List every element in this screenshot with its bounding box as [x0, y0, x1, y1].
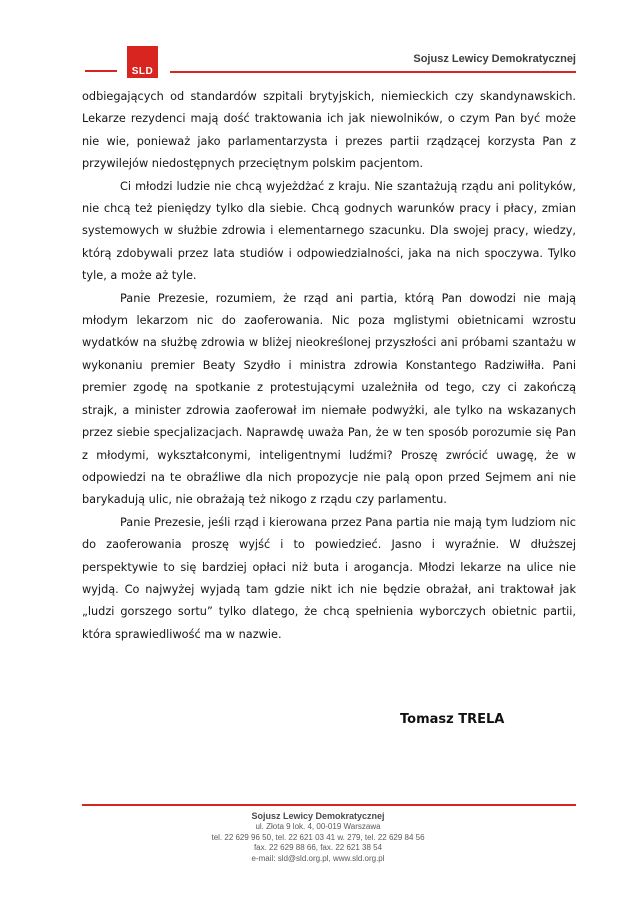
- header-org-name: Sojusz Lewicy Demokratycznej: [413, 53, 576, 65]
- footer-org-name: Sojusz Lewicy Demokratycznej: [251, 811, 385, 821]
- footer-rule: [82, 804, 576, 806]
- letter-body: [82, 86, 576, 646]
- header-rule: [170, 71, 576, 73]
- header-dash-rule: [85, 70, 117, 72]
- paragraph: Ci młodzi ludzie nie chcą wyjeżdżać z kraju. Nie szantażują rządu ani polityków, nie chcą też pieniędzy tylko dla siebie. Chcą godnych warunków pracy i płacy, zmian systemowych w służbie zdrowia i elementarnego szacunku. Dla swojej pracy, wiedzy, którą zdobywali przez lata studiów i odpowiedzialności, jaka na nich spoczywa. Tylko tyle, a może aż tyle.: [82, 179, 576, 283]
- footer: [0, 811, 636, 864]
- footer-address: ul. Złota 9 lok. 4, 00-019 Warszawa: [255, 822, 381, 831]
- paragraph: Panie Prezesie, rozumiem, że rząd ani partia, którą Pan dowodzi nie mają młodym lekarzom nic do zaoferowania. Nic poza mglistymi obietnicami wzrostu wydatków na służbę zdrowia w bliżej nieokreślonej przyszłości ani próbami szantażu w wykonaniu premier Beaty Szydło i ministra zdrowia Konstantego Radziwiłła. Pani premier zgodę na spotkanie z protestującymi uzależniła od tego, czy ci zakończą strajk, a minister zdrowia zaoferował im niemałe podwyżki, ale tylko na wskazanych przez siebie specjalizacjach. Naprawdę uważa Pan, że w ten sposób porozumie się Pan z młodymi, wykształconymi, inteligentnymi ludźmi? Proszę zwrócić uwagę, że w odpowiedzi na te obraźliwe dla nich propozycje nie palą opon przed Sejmem ani nie barykadują ulic, nie obrażają też nikogo z rządu czy parlamentu.: [82, 291, 576, 507]
- footer-email-web: e-mail: sld@sld.org.pl, www.sld.org.pl: [251, 853, 385, 863]
- footer-faxes: fax. 22 629 88 66, fax. 22 621 38 54: [253, 843, 383, 852]
- sld-logo-text: SLD: [131, 66, 154, 77]
- paragraph-continuation: odbiegających od standardów szpitali brytyjskich, niemieckich czy skandynawskich. Lekarze rezydenci mają dość traktowania ich jak niewolników, o czym Pan być może nie wie, ponieważ jako parlamentarzysta i prezes partii rządzącej korzysta Pan z przywilejów niedostępnych przeciętnym polskim pacjentom.: [82, 90, 576, 171]
- footer-phones: tel. 22 629 96 50, tel. 22 621 03 41 w. 279, tel. 22 629 84 56: [211, 832, 425, 842]
- paragraph: Panie Prezesie, jeśli rząd i kierowana przez Pana partia nie mają tym ludziom nic do zaoferowania proszę wyjść i to powiedzieć. Jasno i wyraźnie. W dłuższej perspektywie to się bardziej opłaci niż buta i arogancja. Młodzi lekarze na ulice nie wyjdą. Co najwyżej wyjadą tam gdzie nikt ich nie będzie obrażał, ani traktował jak „ludzi gorszego sortu” tylko dlatego, że chcą spełnienia wyborczych obietnic partii, która sprawiedliwość ma w nazwie.: [82, 515, 576, 641]
- signature-name: Tomasz TRELA: [400, 712, 505, 727]
- sld-logo: [127, 46, 158, 78]
